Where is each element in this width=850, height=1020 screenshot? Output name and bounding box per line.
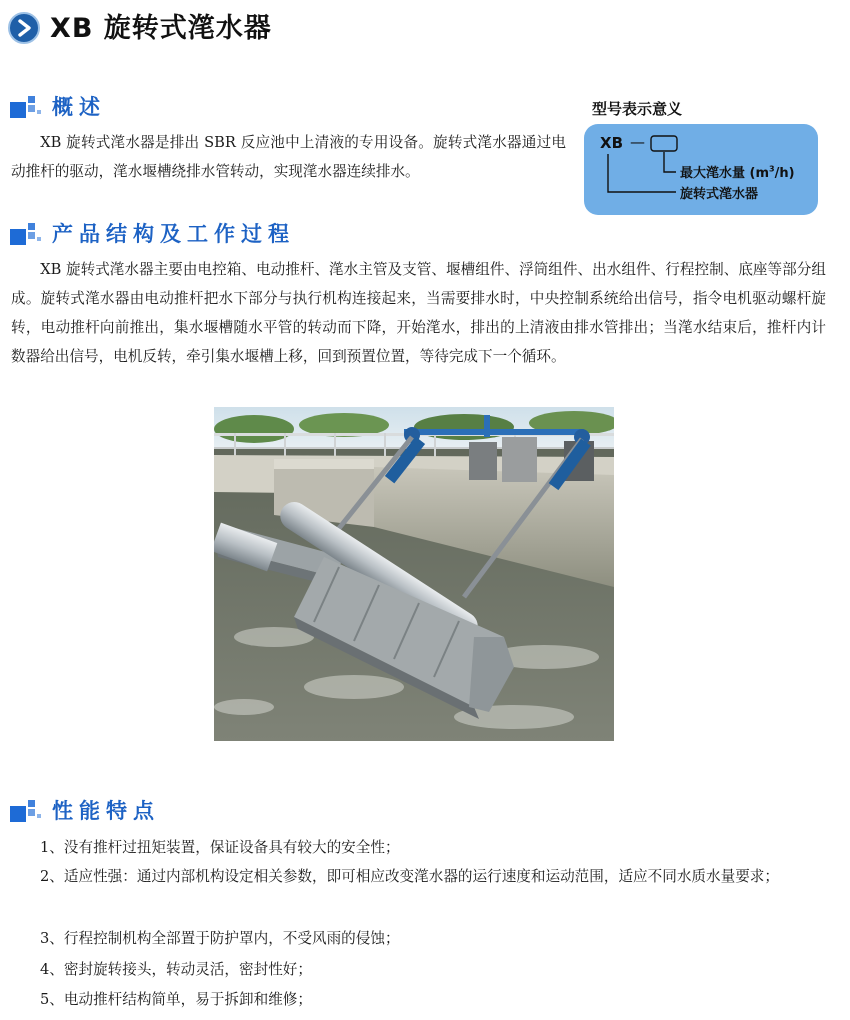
play-arrow-icon — [8, 12, 40, 44]
overview-heading: 概述 — [52, 95, 106, 119]
feature-item-1: 1、没有推杆过扭矩装置，保证设备具有较大的安全性； — [40, 839, 400, 856]
features-heading: 性能特点 — [52, 799, 160, 823]
model-line1: 最大滗水量 $(m^3/h)$ — [680, 164, 795, 181]
structure-heading: 产品结构及工作过程 — [52, 222, 295, 246]
feature-item-5: 5、电动推杆结构简单，易于拆卸和维修； — [40, 991, 312, 1008]
structure-text: XB 旋转式滗水器主要由电控箱、电动推杆、滗水主管及支管、堰槽组件、浮筒组件、出水组件、行程控制、底座等部分组成。旋转式滗水器由电动推杆把水下部分与执行机构连接起来，当需要排水时，中央控制系统给出信号，指令电机驱动螺杆旋转，电动推杆向前推出，集水堰槽随水平管的转动而下降，开始滗水，排出的上清液由排水管排出；当滗水结束后，推杆内计数器给出信号，电机反转，牵引集水堰槽上移，回到预置位置，等待完成下一个循环。 — [11, 261, 826, 365]
blue-squares-icon — [10, 223, 40, 247]
model-line2: 旋转式滗水器 — [680, 187, 759, 202]
decanter-photo — [214, 407, 614, 741]
feature-item-3: 3、行程控制机构全部置于防护罩内，不受风雨的侵蚀； — [40, 930, 400, 947]
model-dash: — — [630, 133, 645, 151]
overview-text: XB 旋转式滗水器是排出 SBR 反应池中上清液的专用设备。旋转式滗水器通过电动推杆的驱动，滗水堰槽绕排水管转动，实现滗水器连续排水。 — [11, 134, 566, 180]
model-title: 型号表示意义 — [592, 100, 683, 118]
model-diagram — [584, 124, 818, 215]
feature-item-4: 4、密封旋转接头，转动灵活，密封性好； — [40, 961, 312, 978]
model-code: XB — [600, 134, 623, 152]
feature-item-2: 2、适应性强：通过内部机构设定相关参数，即可相应改变滗水器的运行速度和运动范围，适应不同水质水量要求； — [40, 868, 779, 885]
page-title: XB 旋转式滗水器 — [50, 13, 272, 44]
blue-squares-icon — [10, 96, 40, 120]
blue-squares-icon — [10, 800, 40, 824]
